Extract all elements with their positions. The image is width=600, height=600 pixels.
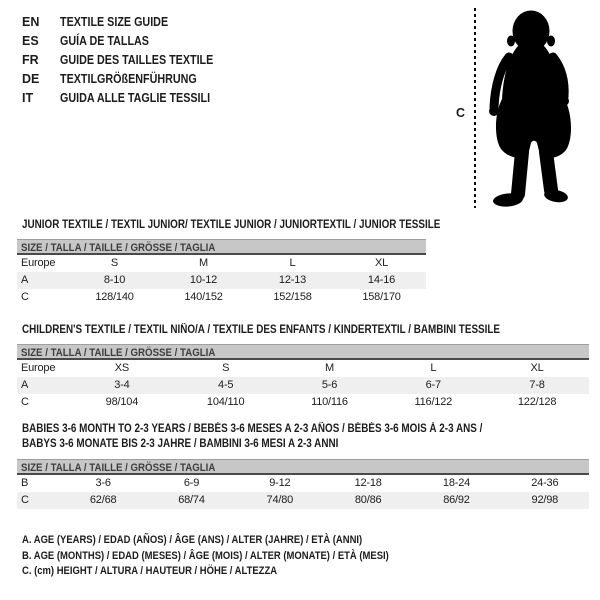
table-cell: M: [325, 362, 334, 374]
table-cell: 8-10: [103, 274, 126, 286]
language-code: EN: [22, 15, 40, 29]
table-title-childrens: [22, 323, 578, 338]
row-label: B: [21, 477, 29, 489]
language-text: GUIDA ALLE TAGLIE TESSILI: [60, 91, 211, 105]
table-title-text: BABIES 3-6 MONTH TO 2-3 YEARS / BEBÉS 3-6 MESES A 2-3 AÑOS / BÉBÉS 3-6 MOIS À 2-3 ANS / BABYS 3-6 MONATE BIS 2-3 JAHRE / BAMBINI 3-6 MESI A 2-3 ANNI: [22, 423, 483, 450]
table-title-babies: [22, 422, 597, 452]
table-cell: 24-36: [531, 477, 559, 489]
table-cell: XS: [114, 362, 130, 374]
language-code: ES: [22, 34, 39, 48]
language-code: IT: [22, 91, 34, 105]
language-row: [22, 13, 238, 32]
table-cell: L: [430, 362, 437, 374]
table-body: [17, 255, 426, 306]
row-label: C: [21, 396, 29, 408]
height-measure-dashed-line: [474, 8, 476, 208]
table-cell: 98/104: [105, 396, 139, 408]
row-label: Europe: [21, 362, 56, 374]
row-label: C: [21, 494, 29, 506]
language-text: GUÍA DE TALLAS: [60, 34, 149, 48]
language-text: GUIDE DES TAILLES TEXTILE: [60, 53, 214, 67]
table-cell: 4-5: [218, 379, 234, 391]
table-cell: 104/110: [206, 396, 245, 408]
row-label: Europe: [21, 257, 56, 269]
row-label: A: [21, 274, 29, 286]
size-header-text: SIZE / TALLA / TAILLE / GRÖSSE / TAGLIA: [21, 347, 216, 359]
table-cell: 92/98: [531, 494, 559, 506]
size-header-bar: [17, 459, 589, 475]
size-header-text: SIZE / TALLA / TAILLE / GRÖSSE / TAGLIA: [21, 462, 216, 474]
size-header-bar: [17, 239, 426, 255]
size-table-junior: [17, 239, 426, 306]
table-cell: S: [222, 362, 230, 374]
table-cell: 6-9: [183, 477, 200, 489]
footnote-a: A. AGE (YEARS) / EDAD (AÑOS) / ÂGE (ANS) / ALTER (JAHRE) / ETÀ (ANNI): [22, 534, 363, 546]
table-cell: 110/116: [311, 396, 348, 408]
table-row: [17, 272, 426, 289]
baby-silhouette-icon: [482, 8, 594, 209]
table-cell: 152/158: [273, 291, 312, 303]
table-cell: S: [110, 257, 119, 269]
size-table-babies: [17, 459, 589, 509]
table-cell: 80/86: [354, 494, 382, 506]
table-row: [17, 289, 426, 306]
table-row: [17, 394, 589, 411]
language-list: [22, 13, 238, 108]
table-cell: 5-6: [321, 379, 338, 391]
row-label: C: [21, 291, 29, 303]
footnote-c: C. (cm) HEIGHT / ALTURA / HAUTEUR / HÖHE / ALTEZZA: [22, 565, 278, 577]
table-cell: L: [289, 257, 296, 269]
table-cell: 116/122: [414, 396, 453, 408]
size-header-text: SIZE / TALLA / TAILLE / GRÖSSE / TAGLIA: [21, 242, 216, 254]
footnotes: [22, 533, 449, 580]
table-cell: 128/140: [95, 291, 134, 303]
size-table-childrens: [17, 344, 589, 411]
height-label: C: [456, 106, 466, 120]
table-cell: 74/80: [266, 494, 294, 506]
table-cell: 3-6: [95, 477, 111, 489]
language-row: [22, 51, 238, 70]
table-body: [17, 360, 589, 411]
row-label: A: [21, 379, 29, 391]
table-cell: 10-12: [189, 274, 218, 286]
table-title-junior: [22, 218, 508, 233]
table-cell: 62/68: [89, 494, 117, 506]
language-text: TEXTILGRÖßENFÜHRUNG: [60, 72, 197, 86]
table-cell: 86/92: [443, 494, 470, 506]
table-cell: 9-12: [269, 477, 291, 489]
table-cell: 12-13: [278, 274, 307, 286]
table-cell: 68/74: [178, 494, 205, 506]
table-cell: XL: [530, 362, 544, 374]
table-row: [17, 255, 426, 272]
table-title-text: JUNIOR TEXTILE / TEXTIL JUNIOR/ TEXTILE JUNIOR / JUNIORTEXTIL / JUNIOR TESSILE: [22, 219, 441, 231]
footnote-b: B. AGE (MONTHS) / EDAD (MESES) / ÂGE (MOIS) / ALTER (MONATE) / ETÀ (MESI): [22, 549, 389, 562]
table-cell: 122/128: [517, 396, 557, 408]
table-row: [17, 492, 589, 509]
language-code: DE: [22, 72, 40, 86]
language-row: [22, 32, 238, 51]
language-code: FR: [22, 53, 39, 67]
table-cell: 3-4: [114, 379, 130, 391]
table-cell: XL: [374, 257, 389, 269]
table-title-text: CHILDREN'S TEXTILE / TEXTIL NIÑO/A / TEXTILE DES ENFANTS / KINDERTEXTIL / BAMBINI TESSILE: [22, 324, 501, 336]
table-cell: 12-18: [354, 477, 382, 489]
table-row: [17, 360, 589, 377]
table-body: [17, 475, 589, 509]
language-row: [22, 70, 238, 89]
language-row: [22, 89, 238, 108]
table-row: [17, 475, 589, 492]
table-cell: M: [199, 257, 208, 269]
language-text: TEXTILE SIZE GUIDE: [60, 15, 169, 29]
table-cell: 14-16: [367, 274, 396, 286]
table-cell: 140/152: [184, 291, 223, 303]
size-header-bar: [17, 344, 589, 360]
table-cell: 18-24: [442, 477, 471, 489]
table-cell: 7-8: [529, 379, 545, 391]
table-cell: 158/170: [362, 291, 401, 303]
table-cell: 6-7: [425, 379, 441, 391]
table-row: [17, 377, 589, 394]
